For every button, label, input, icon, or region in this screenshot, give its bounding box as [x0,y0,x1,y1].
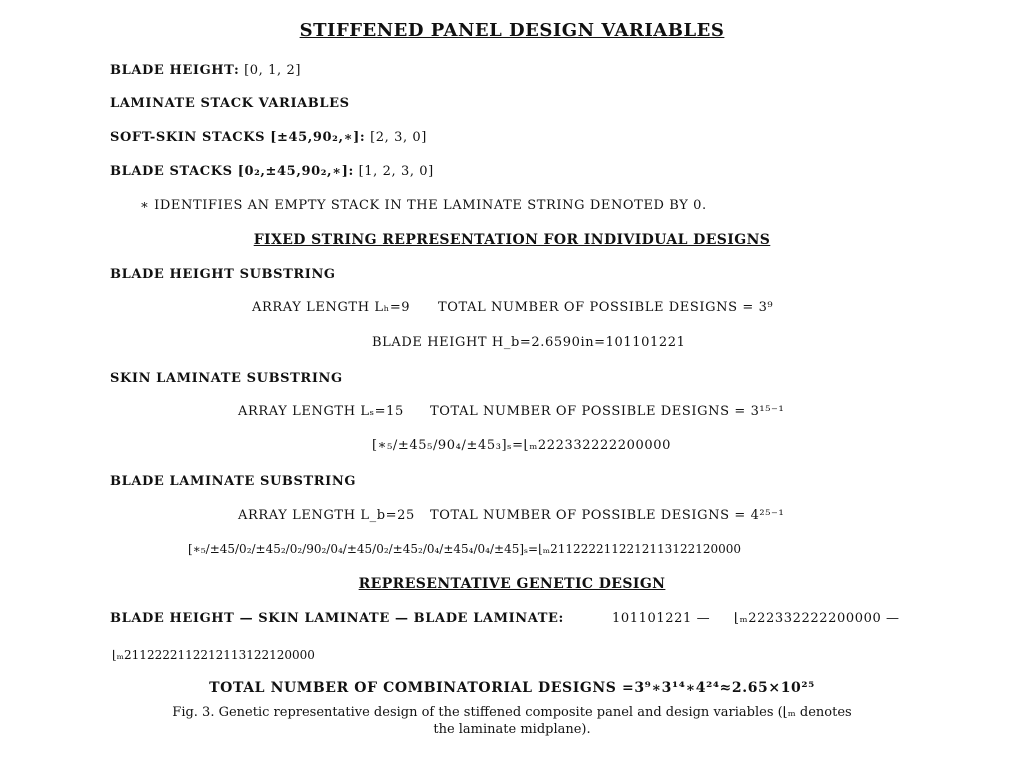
caption-line-2: the laminate midplane). [433,722,591,737]
blade-height-substring-label: BLADE HEIGHT SUBSTRING [110,267,336,282]
representative-heading: REPRESENTATIVE GENETIC DESIGN [358,576,666,592]
blade-laminate-substring-label: BLADE LAMINATE SUBSTRING [110,474,357,489]
skin-laminate-example: [∗₅/±45₅/90₄/±45₃]ₛ=⌊ₘ222332222200000 [372,438,671,453]
figure-caption [0,704,1024,738]
blade-stacks-label: BLADE STACKS [0₂,±45,90₂,∗]: [110,164,354,179]
soft-skin-row [110,130,427,145]
soft-skin-value: [2, 3, 0] [370,130,427,145]
skin-laminate-total: TOTAL NUMBER OF POSSIBLE DESIGNS = 3¹⁵⁻¹ [430,404,785,419]
skin-laminate-array-length: ARRAY LENGTH Lₛ=15 [238,404,404,419]
total-designs: TOTAL NUMBER OF COMBINATORIAL DESIGNS =3⁹∗3¹⁴∗4²⁴≈2.65×10²⁵ [209,680,815,696]
blade-height-label: BLADE HEIGHT: [110,63,240,78]
empty-stack-note: ∗ IDENTIFIES AN EMPTY STACK IN THE LAMINATE STRING DENOTED BY 0. [140,198,707,213]
blade-stacks-value: [1, 2, 3, 0] [358,164,434,179]
blade-laminate-total: TOTAL NUMBER OF POSSIBLE DESIGNS = 4²⁵⁻¹ [430,508,785,523]
representative-blade-value: ⌊ₘ2112222112212113122120000 [112,648,315,662]
soft-skin-label: SOFT-SKIN STACKS [±45,90₂,∗]: [110,130,366,145]
skin-laminate-substring-label: SKIN LAMINATE SUBSTRING [110,371,343,386]
blade-stacks-row [110,164,434,179]
caption-line-1: Fig. 3. Genetic representative design of the stiffened composite panel and design variables (⌊ₘ denotes [172,705,852,720]
blade-laminate-array-length: ARRAY LENGTH L_b=25 [238,508,415,523]
representative-label: BLADE HEIGHT — SKIN LAMINATE — BLADE LAMINATE: [110,611,564,626]
blade-height-row [110,63,301,78]
fixed-string-heading: FIXED STRING REPRESENTATION FOR INDIVIDUAL DESIGNS [253,232,771,248]
page-title: STIFFENED PANEL DESIGN VARIABLES [299,20,725,41]
blade-height-array-length: ARRAY LENGTH Lₕ=9 [252,300,411,315]
blade-height-value: [0, 1, 2] [244,63,302,78]
blade-laminate-example: [∗₅/±45/0₂/±45₂/0₂/90₂/0₄/±45/0₂/±45₂/0₄/±45₄/0₄/±45]ₛ=⌊ₘ2112222112212113122120000 [188,542,742,556]
representative-skin-value: ⌊ₘ222332222200000 — [734,611,900,626]
blade-height-example: BLADE HEIGHT H_b=2.6590in=101101221 [372,335,686,350]
blade-height-total: TOTAL NUMBER OF POSSIBLE DESIGNS = 3⁹ [438,300,774,315]
representative-height-value: 101101221 — [612,611,711,626]
laminate-stack-variables-label: LAMINATE STACK VARIABLES [110,96,350,111]
